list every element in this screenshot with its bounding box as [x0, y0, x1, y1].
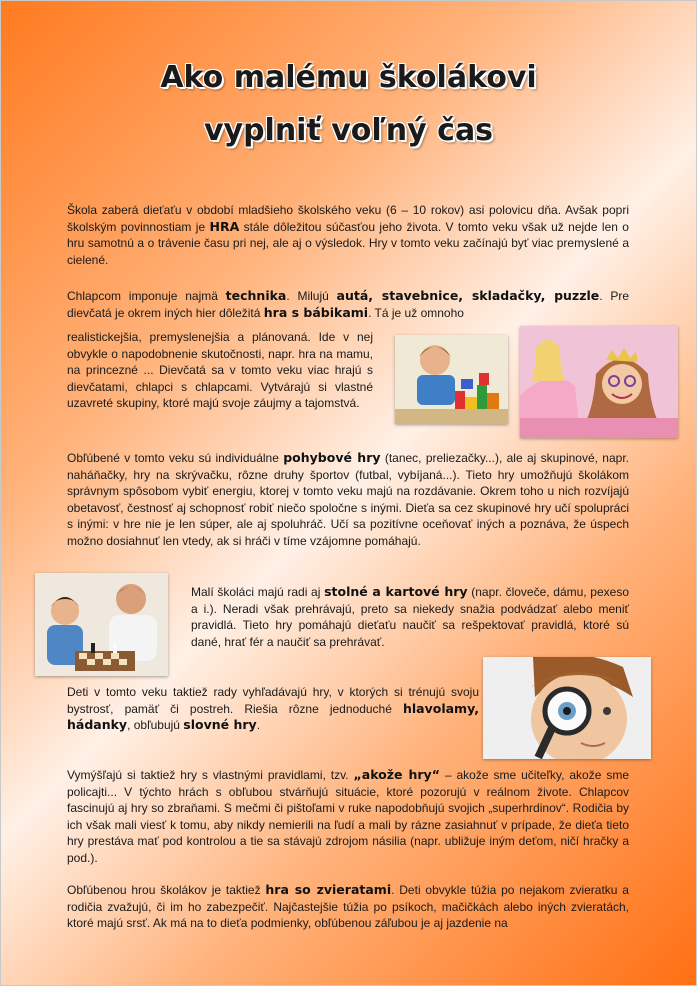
photo-father-son-chess	[35, 573, 168, 676]
highlight-technika: technika	[225, 288, 287, 303]
highlight-movement-games: pohybové hry	[283, 450, 381, 465]
highlight-word-games: slovné hry	[183, 717, 257, 733]
photo-boy-magnifier	[483, 657, 651, 759]
paragraph-board-games: Malí školáci majú radi aj stolné a kartové hry (napr. človeče, dámu, pexeso a i.). Neradi však prehrávajú, preto sa niekedy snažia podvádzať alebo meniť pravidlá. Tieto hry pomáhajú dieťaťu naučiť sa rešpektovať pravidlá, ktoré sú dané, hrať fér a naučiť sa prehrávať.	[191, 584, 630, 649]
title-line-1: Ako malému školákovi	[160, 60, 537, 95]
photo-girl-princess	[520, 326, 678, 438]
paragraph-pretend-games: Vymýšľajú si taktiež hry s vlastnými pravidlami, tzv. „akože hry“ – akože sme učiteľky, akože sme policajti... V týchto hrách s obľubou stvárňujú situácie, ktoré pozorujú v reálnom živote. Chlapcov fascinujú aj hry so zbraňami. S mečmi či pištoľami v ruke napodobňujú svojich „superhrdinov“. Rodičia by ich však mali viesť k tomu, aby nikdy nemierili na ľudí a mali by rázne zasiahnuť v prípade, že dieťa tieto hry prestáva mať pod kontrolou a tie sa stávajú zdrojom násilia (napr. ubližuje iným deťom, ničí hračky a pod.).	[67, 767, 630, 865]
title-line-2: vyplniť voľný čas	[203, 113, 494, 148]
highlight-toys: autá, stavebnice, skladačky, puzzle	[336, 288, 600, 303]
photo-boy-building-blocks	[395, 335, 508, 424]
highlight-animals: hra so zvieratami	[265, 882, 392, 897]
highlight-pretend-games: „akože hry“	[353, 767, 440, 782]
highlight-hra: HRA	[209, 218, 240, 234]
paragraph-puzzles: Deti v tomto veku taktiež rady vyhľadávajú hry, v ktorých si trénujú svoju bystrosť, pamäť či postreh. Riešia rôzne jednoduché hlavolamy, hádanky, obľubujú slovné hry.	[67, 685, 479, 733]
paragraph-girls-play: realistickejšia, premyslenejšia a plánovaná. Ide v nej obvykle o napodobnenie skutočnosti, napr. hra na mamu, na princezné ... Dievčatá sa v tomto veku viac hrajú s dievčatami, chlapci s chlapcami. Vytvárajú si vlastné uzavreté skupiny, ktoré majú svoje záujmy a tajomstvá.	[67, 330, 373, 411]
highlight-board-games: stolné a kartové hry	[324, 584, 468, 599]
highlight-puzzles: hlavolamy, hádanky	[67, 700, 479, 733]
paragraph-boys-girls: Chlapcom imponuje najmä technika. Milujú autá, stavebnice, skladačky, puzzle. Pre dievčatá je okrem iných hier dôležitá hra s bábikami. Tá je už omnoho	[67, 288, 630, 320]
paragraph-intro: Škola zaberá dieťaťu v období mladšieho školského veku (6 – 10 rokov) asi polovicu dňa. Avšak popri školským povinnostiam je HRA stále dôležitou súčasťou jeho života. V tomto veku však už nejde len o hru samotnú a o trávenie času pri nej, ale aj o výsledok. Hry v tomto veku začínajú byť viac premyslené a cielené.	[67, 203, 629, 267]
highlight-dolls: hra s bábikami	[263, 304, 369, 320]
paragraph-animals: Obľúbenou hrou školákov je taktiež hra so zvieratami. Deti obvykle túžia po nejakom zvieratku a rodičia zvažujú, či im ho zabezpečiť. Najčastejšie túžia po psíkoch, mačičkách alebo iných zvieratách, ktoré majú srsť. Ak má na to dieťa podmienky, obľúbenou záľubou je aj jazdenie na	[67, 882, 629, 931]
paragraph-movement-games: Obľúbené v tomto veku sú individuálne pohybové hry (tanec, preliezačky...), ale aj skupinové, napr. naháňačky, hry na skrývačku, rôzne druhy športov (futbal, vybíjaná...). Tieto hry umožňujú školákom správnym spôsobom vybiť energiu, ktorej v tomto veku majú na rozdávanie. Okrem toho u nich rozvíjajú obetavosť, čestnosť aj schopnosť robiť niečo spoločne s inými. Dieťa sa cez skupinové hry učí spolupráci s inými: v hre nie je len súper, ale aj spoluhráč. Učí sa pozitívne oceňovať iných a poznáva, že úspech možno dosiahnuť len vtedy, ak si hráči v tíme vzájomne pomáhajú.	[67, 450, 629, 548]
